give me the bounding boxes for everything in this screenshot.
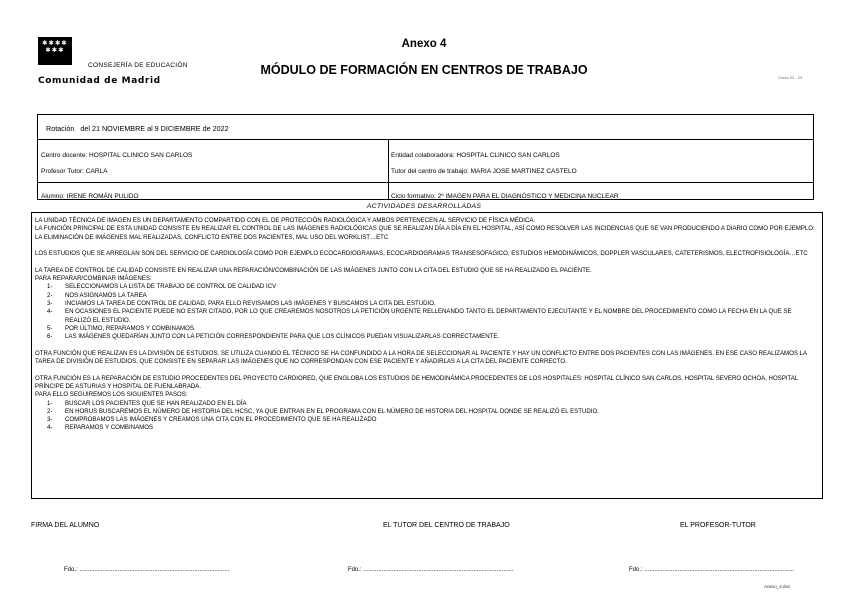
ciclo-formativo: Ciclo formativo: 2º IMAGEN PARA EL DIAGNÓSTICO Y MEDICINA NUCLEAR xyxy=(391,193,619,200)
list-item: 3- COMPROBAMOS LAS IMÁGENES Y CREAMOS UNA CITA CON EL PROCEDIMIENTO QUE SE HA REALIZADO xyxy=(47,416,377,424)
list-item: 5- POR ÚLTIMO, REPARAMOS Y COMBINAMOS. xyxy=(47,324,196,332)
list-item: 2- EN HORUS BUSCAREMOS EL NÚMERO DE HISTORIA DEL HCSC, YA QUE ENTRAN EN EL PROGRAMA CON EL NÚMERO DE HISTORIA DEL HOSPITAL DONDE SE REALIZÓ EL ESTUDIO. xyxy=(47,407,599,415)
activities-box xyxy=(31,212,823,499)
activities-title: ACTIVIDADES DESARROLLADAS xyxy=(366,203,482,210)
profesor-tutor-label: EL PROFESOR-TUTOR xyxy=(680,522,756,529)
activity-paragraph: PARA ELLO SEGUIREMOS LOS SIGUIENTES PASOS: xyxy=(35,391,188,399)
list-item: 6- LAS IMÁGENES QUEDARÍAN JUNTO CON LA PETICIÓN CORRESPONDIENTE PARA QUE LOS CLÍNICOS PUEDAN VISUALIZARLAS CORRECTAMENTE. xyxy=(47,333,500,341)
list-item: 1- BUSCAR LOS PACIENTES QUE SE HAN REALIZADO EN EL DÍA xyxy=(47,399,247,407)
activity-paragraph: LA TAREA DE CONTROL DE CALIDAD CONSISTE EN REALIZAR UNA REPARACIÓN/COMBINACIÓN DE LAS IMÁGENES JUNTO CON LA CITA DEL ESTUDIO QUE SE HA REALIZADO EL PACIENTE. xyxy=(35,266,592,274)
list-item: 1- SELECCIONAMOS LA LISTA DE TRABAJO DE CONTROL DE CALIDAD ICV xyxy=(47,283,277,291)
activity-paragraph: LA FUNCIÓN PRINCIPAL DE ESTA UNIDAD CONSISTE EN REALIZAR EL CONTROL DE LAS IMÁGENES RADIOLÓGICAS QUE SE REALIZAN DÍA A DÍA EN EL HOSPITAL, ASÍ COMO RESOLVER LAS INCIDENCIAS QUE SE VAN PRODUCIENDO A DIARIO COMO POR EJEMPLO: LA ELIMINACIÓN DE IMÁGENES MAL REALIZADAS, CONFLICTO ENTRE DOS PACIENTES, MAL USO DEL WORKLIST…ETC xyxy=(35,225,815,241)
corner-note: Curso 22 - 23 xyxy=(778,75,803,80)
activity-paragraph: OTRA FUNCIÓN ES LA REPARACIÓN DE ESTUDIO PROCEDENTES DEL PROYECTO CARDIORED, QUE ENGLOBA LOS ESTUDIOS DE HEMODINÁMICA PROCEDENTES DE LOS HOSPITALES: HOSPITAL CLÍNICO SAN CARLOS, HOSPITAL SEVERO OCHOA, HOSPITAL PRÍNCIPE DE ASTURIAS Y HOSPITAL DE FUENLABRADA. xyxy=(35,374,798,390)
info-table xyxy=(37,114,814,200)
comunidad-label: Comunidad de Madrid xyxy=(38,76,161,86)
fdo-alumno-line: Fdo.: .......................................................................................... xyxy=(64,567,230,573)
activity-paragraph: LOS ESTUDIOS QUE SE ARREGLAN SON DEL SERVICIO DE CARDIOLOGÍA COMO POR EJEMPLO ECOCARDIOGRAMAS, ECOCARDIOGRAMAS TRANSESOFAGICO, ESTUDIOS HEMODINÁMICOS, DOPPLER VASCULARES, CATETERISMOS, ELECTROFISIOLOGÍA…ETC xyxy=(35,250,808,258)
activity-paragraph: OTRA FUNCIÓN QUE REALIZAN ES LA DIVISIÓN DE ESTUDIOS. SE UTILIZA CUANDO EL TÉCNICO SE HA CONFUNDIDO A LA HORA DE SELECCIONAR AL PACIENTE Y HAY UN CONFLICTO ENTRE DOS PACIENTES CON LAS IMÁGENES. EN ESE CASO REALIZAMOS LA TAREA DE DIVISIÓN DE ESTUDIOS, QUE CONSISTE EN SEPARAR LAS IMÁGENES QUE NO CORRESPONDAN CON ESE PACIENTE Y AÑADIRLAS A LA CITA DEL PACIENTE CORRECTO. xyxy=(35,349,807,366)
consejeria-label: CONSEJERÍA DE EDUCACIÓN xyxy=(88,62,188,69)
tutor-centro-label: EL TUTOR DEL CENTRO DE TRABAJO xyxy=(383,522,510,529)
fdo-profesor-line: Fdo.: .......................................................................................... xyxy=(629,567,795,573)
firma-alumno-label: FIRMA DEL ALUMNO xyxy=(31,522,100,529)
profesor-tutor: Profesor Tutor: CARLA xyxy=(41,168,108,175)
logo-stars-icon: ✱✱✱✱ ✱✱✱ xyxy=(42,39,68,54)
fdo-tutor-line: Fdo.: .......................................................................................... xyxy=(348,567,514,573)
rotacion-value: del 21 NOVIEMBRE al 9 DICIEMBRE de 2022 xyxy=(80,124,229,133)
alumno-name: Alumno: IRENE ROMÁN PULIDO xyxy=(41,193,139,200)
activity-paragraph: PARA REPARAR/COMBINAR IMÁGENES: xyxy=(35,275,152,283)
list-item: 4- EN OCASIONES EL PACIENTE PUEDE NO ESTAR CITADO, POR LO QUE CREAREMOS NOSOTROS LA PETICIÓN URGENTE RELLENANDO TANTO EL DEPARTAMENTO EJECUTANTE Y EL NOMBRE DEL PROCEDIMIENTO COMO LA FECHA EN LA QUE SE REALIZÓ EL ESTUDIO. xyxy=(47,308,792,324)
list-item: 4- REPARAMOS Y COMBINAMOS xyxy=(47,424,154,432)
footer-filename: Anexo_4.doc xyxy=(764,584,791,589)
list-item: 3- INCIAMOS LA TAREA DE CONTROL DE CALIDAD, PARA ELLO REVISAMOS LAS IMÁGENES Y BUSCAMOS LA CITA DEL ESTUDIO. xyxy=(47,299,436,307)
centro-docente: Centro docente: HOSPITAL CLINICO SAN CARLOS xyxy=(41,152,193,159)
entidad-colaboradora: Entidad colaboradora: HOSPITAL CLINICO SAN CARLOS xyxy=(391,152,560,159)
list-item: 2- NOS ASIGNAMOS LA TAREA xyxy=(47,291,147,299)
page-title: MÓDULO DE FORMACIÓN EN CENTROS DE TRABAJO xyxy=(260,63,588,77)
rotacion-label: Rotación xyxy=(46,124,75,133)
activity-paragraph: LA UNIDAD TÉCNICA DE IMAGEN ES UN DEPARTAMENTO COMPARTIDO CON EL DE PROTECCIÓN RADIOLÓGICA Y AMBOS PERTENECEN AL SERVICIO DE FÍSICA MÉDICA. xyxy=(35,217,536,224)
anexo-title: Anexo 4 xyxy=(401,38,447,50)
tutor-centro: Tutor del centro de trabajo: MARIA JOSE MARTINEZ CASTELO xyxy=(391,168,577,175)
activities-text xyxy=(35,217,817,433)
